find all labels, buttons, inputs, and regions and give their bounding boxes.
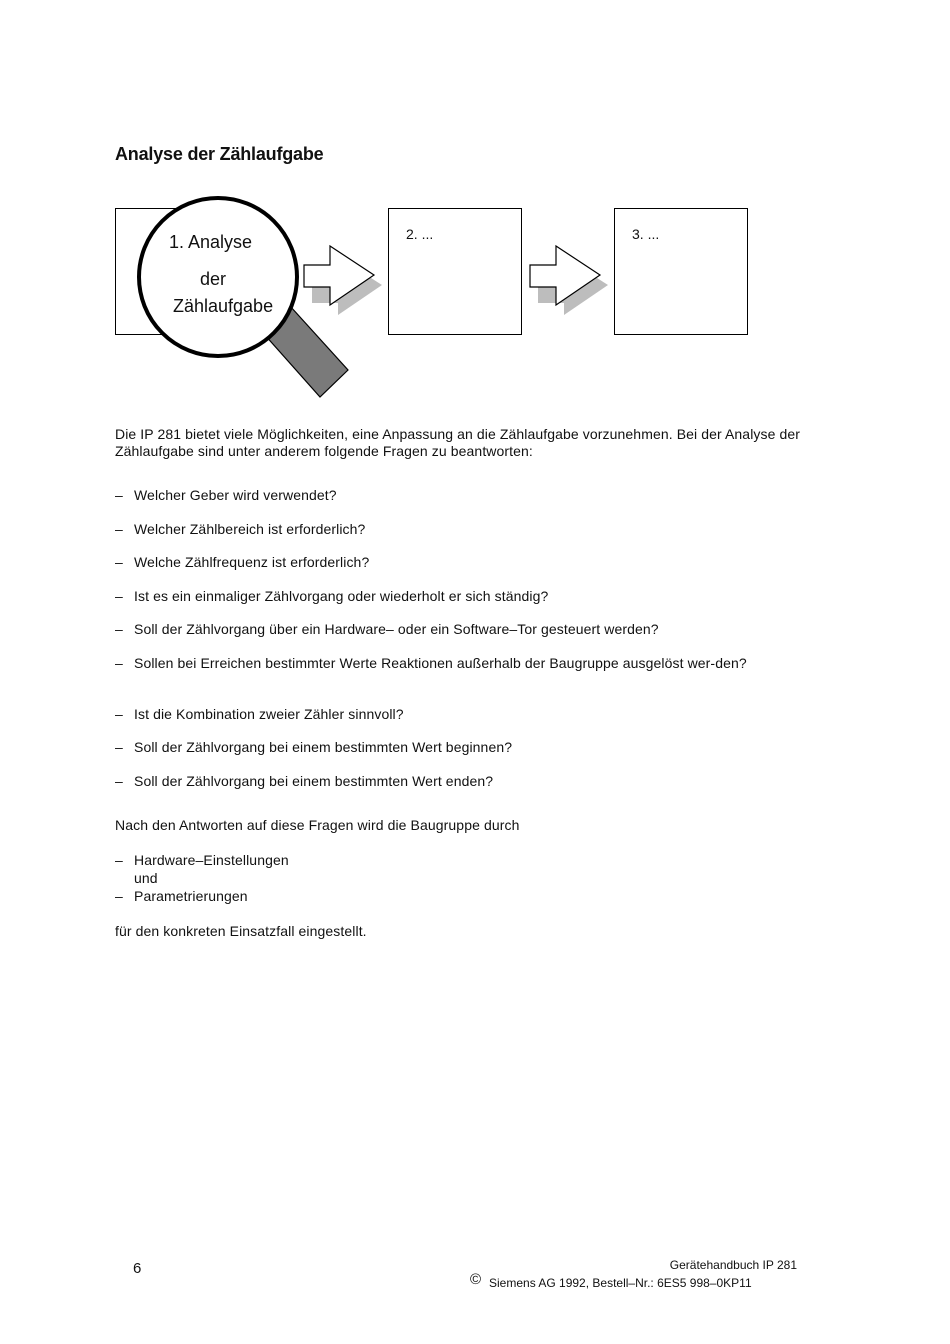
- question-item: [115, 739, 805, 756]
- settings-item: [115, 852, 805, 869]
- question-text: Ist die Kombination zweier Zähler sinnvoll?: [134, 706, 404, 722]
- question-text: Welcher Zählbereich ist erforderlich?: [134, 521, 366, 537]
- after-questions-text: Nach den Antworten auf diese Fragen wird die Baugruppe durch: [115, 817, 520, 833]
- page-title: Analyse der Zählaufgabe: [115, 144, 324, 164]
- settings-item: [115, 888, 805, 905]
- question-item: [115, 521, 805, 538]
- question-item: [115, 621, 805, 638]
- intro-paragraph: Die IP 281 bietet viele Möglichkeiten, eine Anpassung an die Zählaufgabe vorzunehmen. Bei der Analyse der Zählaufgabe sind unter anderem folgende Fragen zu beantworten:: [115, 426, 801, 459]
- question-item: [115, 588, 805, 605]
- dash-bullet: –: [115, 888, 123, 904]
- dash-bullet: –: [115, 554, 123, 570]
- question-text: Welche Zählfrequenz ist erforderlich?: [134, 554, 370, 570]
- settings-text: Parametrierungen: [134, 888, 248, 904]
- question-text: Soll der Zählvorgang bei einem bestimmten Wert enden?: [134, 773, 494, 789]
- closing-text: für den konkreten Einsatzfall eingestellt.: [115, 923, 367, 939]
- question-text: Welcher Geber wird verwendet?: [134, 487, 337, 503]
- copyright-icon: ©: [470, 1271, 482, 1288]
- question-item: [115, 655, 805, 689]
- settings-text: Hardware–Einstellungen: [134, 852, 289, 868]
- magnifier-line-2: der: [200, 269, 227, 289]
- dash-bullet: –: [115, 773, 123, 789]
- question-item: [115, 487, 805, 504]
- dash-bullet: –: [115, 852, 123, 868]
- dash-bullet: –: [115, 588, 123, 604]
- question-text: Soll der Zählvorgang bei einem bestimmten Wert beginnen?: [134, 739, 513, 755]
- footer-copyright: Siemens AG 1992, Bestell–Nr.: 6ES5 998–0KP11: [489, 1276, 752, 1290]
- dash-bullet: –: [115, 739, 123, 755]
- dash-bullet: –: [115, 521, 123, 537]
- step-2-label: 2. ...: [406, 226, 434, 242]
- dash-bullet: –: [115, 655, 123, 671]
- dash-bullet: –: [115, 621, 123, 637]
- question-text: Sollen bei Erreichen bestimmter Werte Reaktionen außerhalb der Baugruppe ausgelöst wer-den?: [134, 655, 747, 671]
- question-item: [115, 554, 805, 571]
- settings-connector: [115, 870, 805, 887]
- page-number: 6: [133, 1260, 142, 1277]
- question-text: Soll der Zählvorgang über ein Hardware– oder ein Software–Tor gesteuert werden?: [134, 621, 659, 637]
- question-item: [115, 706, 805, 723]
- question-text: Ist es ein einmaliger Zählvorgang oder wiederholt er sich ständig?: [134, 588, 549, 604]
- step-3-label: 3. ...: [632, 226, 660, 242]
- dash-bullet: –: [115, 487, 123, 503]
- dash-bullet: –: [115, 706, 123, 722]
- process-diagram: [0, 0, 950, 420]
- footer-manual-title: Gerätehandbuch IP 281: [669, 1258, 797, 1272]
- magnifier-line-1: 1. Analyse: [169, 232, 253, 252]
- question-item: [115, 773, 805, 790]
- connector-text: und: [134, 870, 158, 886]
- magnifier-line-3: Zählaufgabe: [173, 296, 274, 316]
